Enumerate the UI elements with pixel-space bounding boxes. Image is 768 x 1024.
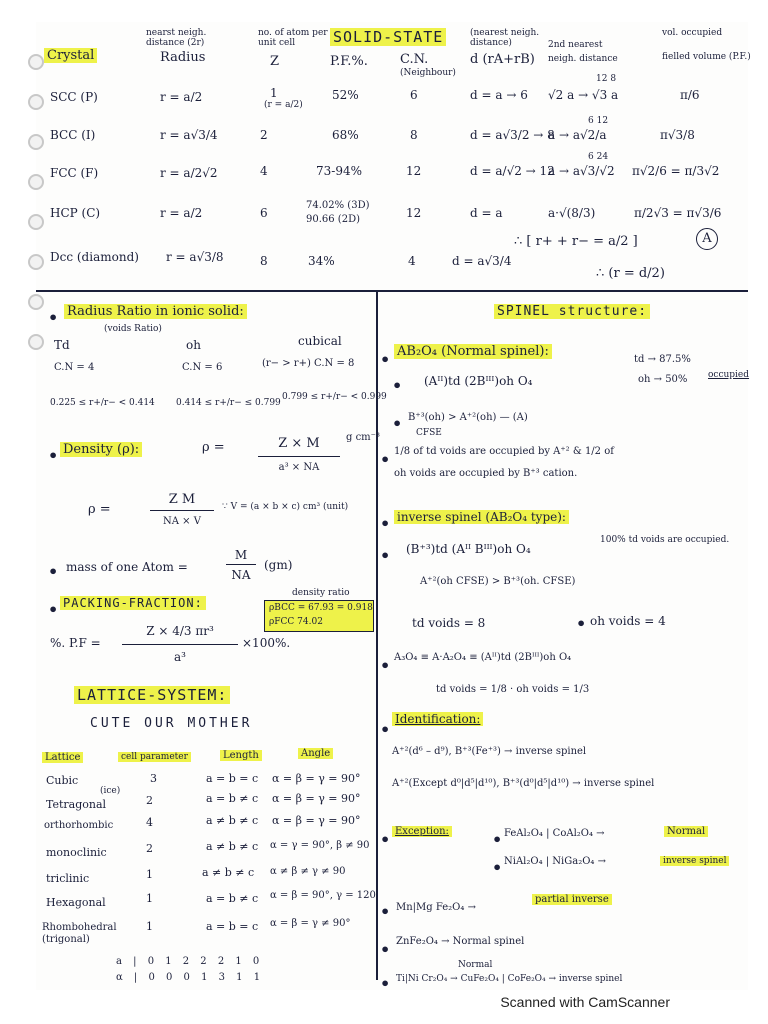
bullet: • <box>48 446 59 465</box>
radius-sum-note: ∴ [ r+ + r− = a/2 ] <box>514 234 638 249</box>
fraction-line-1: 1/8 of td voids are occupied by A⁺² & 1/2 of <box>394 446 614 457</box>
pf-cell: 34% <box>308 254 335 268</box>
radius-cell: r = a/2 <box>160 206 203 220</box>
pf-den: a³ <box>174 650 186 664</box>
lattice-mnemonic: CUTE OUR MOTHER <box>90 716 253 731</box>
bullet: • <box>48 600 59 619</box>
oh-col: oh <box>186 338 201 352</box>
notes-page <box>36 22 751 993</box>
radius-cell: r = a√3/8 <box>166 250 224 264</box>
exception-heading: Exception: <box>392 826 452 837</box>
exception-result-1: Normal <box>664 826 708 837</box>
vol-header-note: vol. occupied <box>662 28 723 38</box>
nn2-header-note: 2nd nearest <box>548 40 603 50</box>
nn2-cell: a → a√2/a <box>548 128 607 142</box>
density-heading: Density (ρ): <box>60 442 142 457</box>
bullet: • <box>380 450 391 469</box>
lattice-length: a ≠ b ≠ c <box>202 866 255 879</box>
fraction-bar <box>150 510 214 511</box>
fraction-line-2: oh voids are occupied by B⁺³ cation. <box>394 468 578 479</box>
z-cell: 1 <box>270 86 278 100</box>
range-oh: 0.414 ≤ r+/r− ≤ 0.799 <box>176 398 281 408</box>
pf-cell-2d: 90.66 (2D) <box>306 214 360 225</box>
lattice-angle: α = γ = 90°, β ≠ 90 <box>270 840 370 851</box>
count-row-1: a | 0 1 2 2 2 1 0 <box>116 956 264 967</box>
vol-cell: π√2/6 = π/3√2 <box>632 164 720 178</box>
lattice-length: a ≠ b ≠ c <box>206 840 259 853</box>
z-header-note: no. of atom per unit cell <box>258 28 328 48</box>
radius-cell: r = a√3/4 <box>160 128 218 142</box>
crystal-cell: Dcc (diamond) <box>50 250 139 264</box>
cn-header-note: (Neighbour) <box>400 68 456 78</box>
lattice-heading: LATTICE-SYSTEM: <box>74 686 230 704</box>
lattice-count: 1 <box>146 868 153 881</box>
oh-percent: oh → 50% <box>638 374 688 385</box>
exception-line-1: FeAl₂O₄ | CoAl₂O₄ → <box>504 828 605 839</box>
lattice-length: a = b = c <box>206 772 259 785</box>
normal-spinel-heading: AB₂O₄ (Normal spinel): <box>394 344 552 359</box>
binder-ring <box>28 334 44 350</box>
exception-result-3: partial inverse <box>532 894 612 905</box>
pf-cell: 52% <box>332 88 359 102</box>
a3o4-line: A₃O₄ ≡ A·A₂O₄ ≡ (Aᴵᴵ)td (2Bᴵᴵᴵ)oh O₄ <box>394 652 572 663</box>
cn-oh: C.N = 6 <box>182 362 223 373</box>
d-header: d (rA+rB) <box>470 52 535 67</box>
mass-num: M <box>234 548 248 562</box>
horizontal-divider <box>36 290 748 292</box>
r-equals-note: ∴ (r = d/2) <box>596 266 665 281</box>
bullet: • <box>576 614 587 633</box>
lattice-length: a = b = c <box>206 920 259 933</box>
pf-cell: 73-94% <box>316 164 362 178</box>
vol-cell: π/2√3 = π√3/6 <box>634 206 722 220</box>
lattice-name: orthorhombic <box>44 820 114 831</box>
pf-cell: 68% <box>332 128 359 142</box>
crystal-cell: HCP (C) <box>50 206 101 220</box>
lattice-name: Hexagonal <box>46 896 106 909</box>
lattice-angle: α = β = γ ≠ 90° <box>270 918 351 929</box>
lattice-angle: α = β = 90°, γ = 120 <box>270 890 376 901</box>
exception-line-2: NiAl₂O₄ | NiGa₂O₄ → <box>504 856 606 867</box>
nn2-marks: 12 8 <box>596 74 617 84</box>
fraction-bar <box>122 644 238 645</box>
nn2-marks: 6 24 <box>588 152 609 162</box>
lattice-angle: α ≠ β ≠ γ ≠ 90 <box>270 866 346 877</box>
bullet: • <box>380 830 391 849</box>
packing-heading: PACKING-FRACTION: <box>60 596 206 610</box>
density-ratio-num: ρBCC = 67.93 = 0.918 <box>269 603 373 613</box>
cfse-sub: CFSE <box>416 428 442 438</box>
z-cell: 8 <box>260 254 268 268</box>
nn2-header: neigh. distance <box>548 54 618 64</box>
oh-voids-count: oh voids = 4 <box>590 614 666 628</box>
range-cubical: 0.799 ≤ r+/r− < 0.999 <box>282 392 387 402</box>
bullet: • <box>380 974 391 993</box>
radius-cell: r = a/2√2 <box>160 166 218 180</box>
rho-label: ρ = <box>202 440 225 455</box>
td-percent: td → 87.5% <box>634 354 691 365</box>
bullet: • <box>380 720 391 739</box>
cn-cubical: (r− > r+) C.N = 8 <box>262 358 355 369</box>
exception-line-3: Mn|Mg Fe₂O₄ → <box>396 902 476 913</box>
vol-cell: π/6 <box>680 88 700 102</box>
inverse-spinel-formula: (B⁺³)td (Aᴵᴵ Bᴵᴵᴵ)oh O₄ <box>406 542 531 556</box>
density2-num: Z M <box>168 492 196 507</box>
nn2-marks: 6 12 <box>588 116 609 126</box>
td-col: Td <box>54 338 70 352</box>
z-cell: 4 <box>260 164 268 178</box>
radius-header-note: nearst neigh. distance (2r) <box>146 28 207 48</box>
scanner-watermark: Scanned with CamScanner <box>500 994 670 1010</box>
d-cell: d = a/√2 → 12 <box>470 164 555 178</box>
pf-header: P.F.%. <box>330 54 368 69</box>
lattice-count: 1 <box>146 920 153 933</box>
count-row-2: α | 0 0 0 1 3 1 1 <box>116 972 265 983</box>
inverse-cfse: A⁺²(oh CFSE) > B⁺³(oh. CFSE) <box>420 576 576 587</box>
spinel-heading: SPINEL structure: <box>494 304 650 319</box>
lattice-table <box>36 772 376 952</box>
nn2-cell: a·√(8/3) <box>548 206 596 220</box>
d-cell: d = a <box>470 206 503 220</box>
lattice-count: 3 <box>150 772 157 785</box>
pf-suffix: ×100%. <box>242 636 291 650</box>
range-td: 0.225 ≤ r+/r− < 0.414 <box>50 398 155 408</box>
exception-line-5-note: Normal <box>458 960 493 970</box>
volume-note: ∵ V = (a × b × c) cm³ (unit) <box>222 502 349 512</box>
cn-cell: 6 <box>410 88 418 102</box>
radius-cell: r = a/2 <box>160 90 203 104</box>
bullet: • <box>392 376 403 395</box>
bullet: • <box>392 414 403 433</box>
table-row <box>36 152 748 190</box>
mass-unit: (gm) <box>264 558 293 572</box>
table-row <box>36 198 748 234</box>
lattice-length: a = b ≠ c <box>206 792 259 805</box>
pf-prefix: %. P.F = <box>50 636 101 650</box>
binder-ring <box>28 294 44 310</box>
fraction-bar <box>226 564 256 565</box>
length-col-head: Length <box>220 750 262 761</box>
z-cell: 2 <box>260 128 268 142</box>
radius-ratio-subnote: (voids Ratio) <box>104 324 162 334</box>
vol-cell: π√3/8 <box>660 128 695 142</box>
cn-cell: 12 <box>406 206 422 220</box>
normal-spinel-formula: (Aᴵᴵ)td (2Bᴵᴵᴵ)oh O₄ <box>424 374 533 388</box>
table-row <box>36 74 748 116</box>
table-row <box>36 116 748 154</box>
bullet: • <box>380 902 391 921</box>
bullet: • <box>380 350 391 369</box>
d-header-note: (nearest neigh. distance) <box>470 28 540 48</box>
radius-header: Radius <box>160 50 206 65</box>
density-ratio-box <box>264 600 374 632</box>
density-ratio-den: ρFCC 74.02 <box>269 617 323 627</box>
cn-header: C.N. <box>400 52 429 67</box>
d-cell: d = a√3/4 <box>452 254 512 268</box>
crystal-cell: FCC (F) <box>50 166 99 180</box>
cn-cell: 8 <box>410 128 418 142</box>
lattice-name: Cubic <box>46 774 79 787</box>
bullet: • <box>380 546 391 565</box>
density-unit: g cm⁻³ <box>346 432 380 443</box>
bullet: • <box>48 308 59 327</box>
cubical-col: cubical <box>298 334 342 348</box>
crystal-cell: BCC (I) <box>50 128 96 142</box>
page-title: SOLID-STATE <box>330 28 446 46</box>
z-cell: 6 <box>260 206 268 220</box>
lattice-count: 4 <box>146 816 153 829</box>
lattice-count: 1 <box>146 892 153 905</box>
cn-cell: 4 <box>408 254 416 268</box>
density-ratio-label: density ratio <box>292 588 350 598</box>
lattice-angle: α = β = γ = 90° <box>272 814 361 827</box>
rho-label-2: ρ = <box>88 502 111 517</box>
fraction-bar <box>258 456 340 457</box>
density2-den: NA × V <box>163 516 201 527</box>
cn-cell: 12 <box>406 164 422 178</box>
lattice-angle: α = β = γ = 90° <box>272 772 361 785</box>
tetragonal-note: (ice) <box>100 786 121 796</box>
lattice-angle: α = β = γ = 90° <box>272 792 361 805</box>
inverse-spinel-note: 100% td voids are occupied. <box>600 535 730 545</box>
td-voids-count: td voids = 8 <box>412 616 486 630</box>
z-note: (r = a/2) <box>264 100 303 110</box>
z-header: Z <box>270 54 280 69</box>
crystal-header: Crystal <box>44 48 97 63</box>
crystal-cell: SCC (P) <box>50 90 98 104</box>
cell-param-col-head: cell parameter <box>118 752 191 762</box>
d-cell: d = a → 6 <box>470 88 528 102</box>
exception-line-5: Ti|Ni Cr₂O₄ → CuFe₂O₄ | CoFe₂O₄ → inverse spinel <box>396 974 623 984</box>
voids-fraction: td voids = 1/8 · oh voids = 1/3 <box>436 684 590 695</box>
exception-line-4: ZnFe₂O₄ → Normal spinel <box>396 936 525 947</box>
bullet: • <box>492 830 503 849</box>
mass-label: mass of one Atom = <box>66 560 188 574</box>
density-den: a³ × NA <box>278 462 320 473</box>
bullet: • <box>48 562 59 581</box>
vol-header: fielled volume (P.F.) <box>662 52 751 62</box>
radius-ratio-heading: Radius Ratio in ionic solid: <box>64 304 247 319</box>
exception-result-2: inverse spinel <box>660 856 729 866</box>
lattice-name: monoclinic <box>46 846 107 859</box>
lattice-name: triclinic <box>46 872 90 885</box>
density-num: Z × M <box>278 436 320 451</box>
circled-a: A <box>696 228 718 250</box>
cfse-line: B⁺³(oh) > A⁺²(oh) — (A) <box>408 412 528 423</box>
angle-col-head: Angle <box>298 748 333 759</box>
nn2-cell: a → a√3/√2 <box>548 164 615 178</box>
pf-cell: 74.02% (3D) <box>306 200 370 211</box>
oh-occupied-note: occupied <box>708 370 750 380</box>
pf-num: Z × 4/3 πr³ <box>146 624 214 638</box>
identification-heading: Identification: <box>392 712 483 726</box>
bullet: • <box>380 514 391 533</box>
bullet: • <box>380 656 391 675</box>
bullet: • <box>492 858 503 877</box>
identification-line-1: A⁺²(d⁶ – d⁹), B⁺³(Fe⁺³) → inverse spinel <box>392 746 587 757</box>
lattice-name: Rhombohedral (trigonal) <box>42 922 117 945</box>
lattice-length: a = b ≠ c <box>206 892 259 905</box>
cn-td: C.N = 4 <box>54 362 95 373</box>
lattice-length: a ≠ b ≠ c <box>206 814 259 827</box>
lattice-name: Tetragonal <box>46 798 107 811</box>
d-cell: d = a√3/2 → 8 <box>470 128 555 142</box>
identification-line-2: A⁺²(Except d⁰|d⁵|d¹⁰), B⁺³(d⁰|d⁵|d¹⁰) → inverse spinel <box>392 778 655 789</box>
lattice-col-head: Lattice <box>42 752 83 763</box>
mass-den: NA <box>231 568 251 582</box>
nn2-cell: √2 a → √3 a <box>548 88 619 102</box>
inverse-spinel-heading: inverse spinel (AB₂O₄ type): <box>394 510 569 524</box>
binder-ring <box>28 54 44 70</box>
lattice-count: 2 <box>146 842 153 855</box>
lattice-count: 2 <box>146 794 153 807</box>
bullet: • <box>380 940 391 959</box>
